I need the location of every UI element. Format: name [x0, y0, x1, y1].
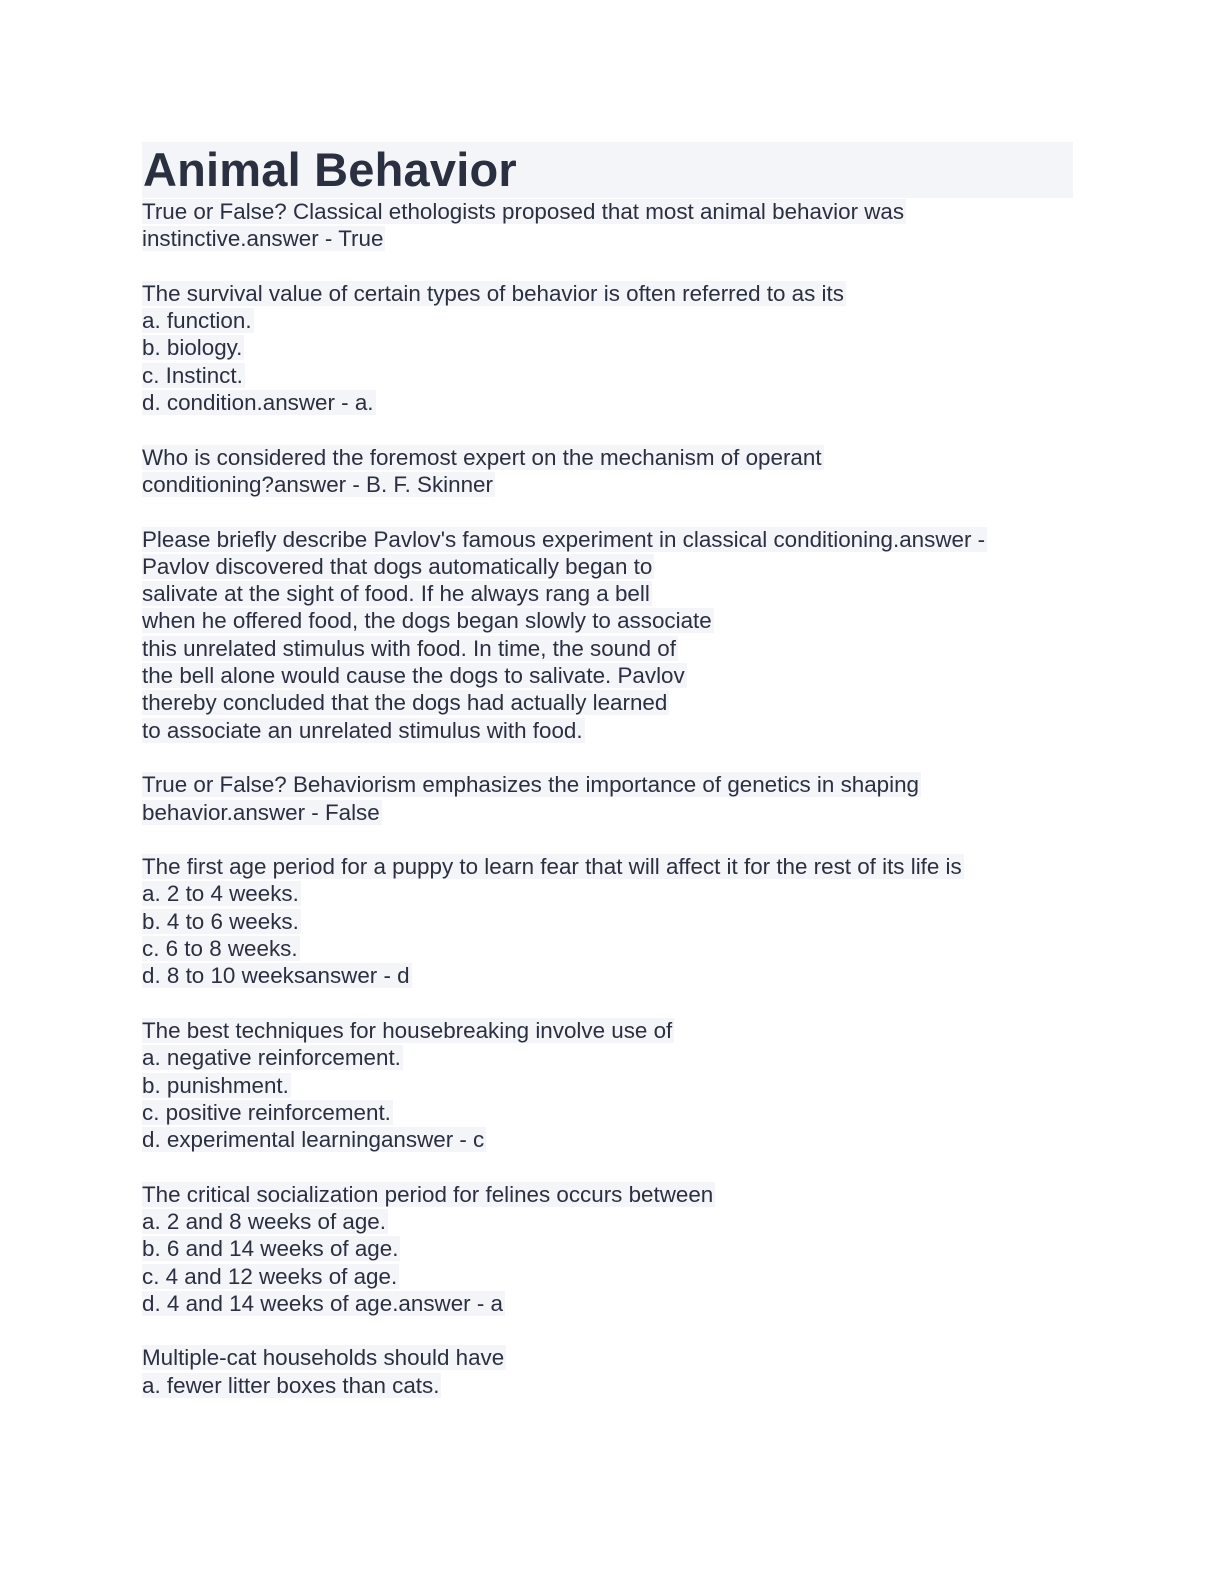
question-block — [142, 853, 1074, 989]
question-line — [142, 662, 1074, 689]
question-line — [142, 471, 1074, 498]
line-text: True or False? Classical ethologists proposed that most animal behavior was — [142, 199, 905, 224]
question-line — [142, 1099, 1074, 1126]
line-text: Please briefly describe Pavlov's famous experiment in classical conditioning.answer - — [142, 526, 986, 552]
line-text: c. 4 and 12 weeks of age. — [142, 1263, 398, 1289]
line-text: The best techniques for housebreaking involve use of — [142, 1017, 673, 1043]
qa-list — [142, 198, 1074, 1399]
line-text: a. negative reinforcement. — [142, 1045, 401, 1071]
line-text: a. 2 to 4 weeks. — [142, 881, 299, 907]
line-text: c. Instinct. — [142, 362, 243, 388]
line-text: Pavlov discovered that dogs automatically began to — [142, 553, 653, 579]
question-block — [142, 1181, 1074, 1317]
line-text: b. 4 to 6 weeks. — [142, 908, 299, 934]
question-block — [142, 444, 1074, 499]
question-block — [142, 771, 1074, 826]
line-text: c. positive reinforcement. — [142, 1099, 391, 1125]
question-block — [142, 280, 1074, 416]
line-text: instinctive.answer - True — [142, 226, 384, 252]
question-line — [142, 635, 1074, 662]
question-line — [142, 1372, 1074, 1399]
block-spacer — [142, 253, 1074, 280]
question-text — [142, 198, 1074, 225]
question-line — [142, 1290, 1074, 1317]
question-line — [142, 225, 1074, 252]
line-text: a. function. — [142, 308, 252, 334]
block-spacer — [142, 990, 1074, 1017]
question-line — [142, 962, 1074, 989]
question-text — [142, 526, 1074, 553]
question-line — [142, 1044, 1074, 1071]
question-line — [142, 334, 1074, 361]
question-text — [142, 1181, 1074, 1208]
line-text: b. biology. — [142, 335, 243, 361]
question-line — [142, 1263, 1074, 1290]
line-text: a. fewer litter boxes than cats. — [142, 1372, 440, 1398]
question-line — [142, 553, 1074, 580]
line-text: True or False? Behaviorism emphasizes the importance of genetics in shaping — [142, 772, 920, 798]
block-spacer — [142, 826, 1074, 853]
line-text: d. 4 and 14 weeks of age.answer - a — [142, 1290, 503, 1316]
line-text: d. 8 to 10 weeksanswer - d — [142, 963, 410, 989]
document-page — [142, 142, 1074, 1399]
question-text — [142, 444, 1074, 471]
question-line — [142, 607, 1074, 634]
question-text — [142, 280, 1074, 307]
question-line — [142, 580, 1074, 607]
question-line — [142, 307, 1074, 334]
line-text: d. experimental learninganswer - c — [142, 1127, 485, 1153]
block-spacer — [142, 1317, 1074, 1344]
question-line — [142, 717, 1074, 744]
question-text — [142, 1344, 1074, 1371]
question-block — [142, 198, 1074, 253]
line-text: to associate an unrelated stimulus with food. — [142, 717, 583, 743]
block-spacer — [142, 498, 1074, 525]
question-line — [142, 880, 1074, 907]
line-text: salivate at the sight of food. If he always rang a bell — [142, 581, 650, 607]
question-line — [142, 689, 1074, 716]
question-line — [142, 908, 1074, 935]
block-spacer — [142, 416, 1074, 443]
line-text: conditioning?answer - B. F. Skinner — [142, 471, 493, 497]
line-text: b. punishment. — [142, 1072, 289, 1098]
question-line — [142, 799, 1074, 826]
question-line — [142, 1072, 1074, 1099]
line-text: this unrelated stimulus with food. In time, the sound of — [142, 635, 676, 661]
question-block — [142, 526, 1074, 744]
line-text: b. 6 and 14 weeks of age. — [142, 1236, 399, 1262]
line-text: Multiple-cat households should have — [142, 1345, 505, 1371]
line-text: The first age period for a puppy to learn fear that will affect it for the rest of its life is — [142, 854, 962, 880]
line-text: when he offered food, the dogs began slowly to associate — [142, 608, 712, 634]
title-band — [142, 142, 1073, 198]
question-line — [142, 935, 1074, 962]
question-block — [142, 1344, 1074, 1399]
question-text — [142, 1017, 1074, 1044]
page-title: Animal Behavior — [143, 143, 517, 196]
line-text: d. condition.answer - a. — [142, 390, 374, 416]
line-text: thereby concluded that the dogs had actually learned — [142, 690, 668, 716]
line-text: The critical socialization period for felines occurs between — [142, 1181, 714, 1207]
question-line — [142, 1235, 1074, 1262]
question-line — [142, 389, 1074, 416]
question-line — [142, 362, 1074, 389]
line-text: Who is considered the foremost expert on the mechanism of operant — [142, 444, 822, 470]
line-text: c. 6 to 8 weeks. — [142, 936, 298, 962]
block-spacer — [142, 744, 1074, 771]
question-block — [142, 1017, 1074, 1153]
line-text: behavior.answer - False — [142, 799, 380, 825]
question-line — [142, 1126, 1074, 1153]
question-text — [142, 853, 1074, 880]
question-text — [142, 771, 1074, 798]
line-text: a. 2 and 8 weeks of age. — [142, 1208, 386, 1234]
line-text: the bell alone would cause the dogs to salivate. Pavlov — [142, 663, 685, 689]
line-text: The survival value of certain types of behavior is often referred to as its — [142, 280, 844, 306]
block-spacer — [142, 1153, 1074, 1180]
question-line — [142, 1208, 1074, 1235]
